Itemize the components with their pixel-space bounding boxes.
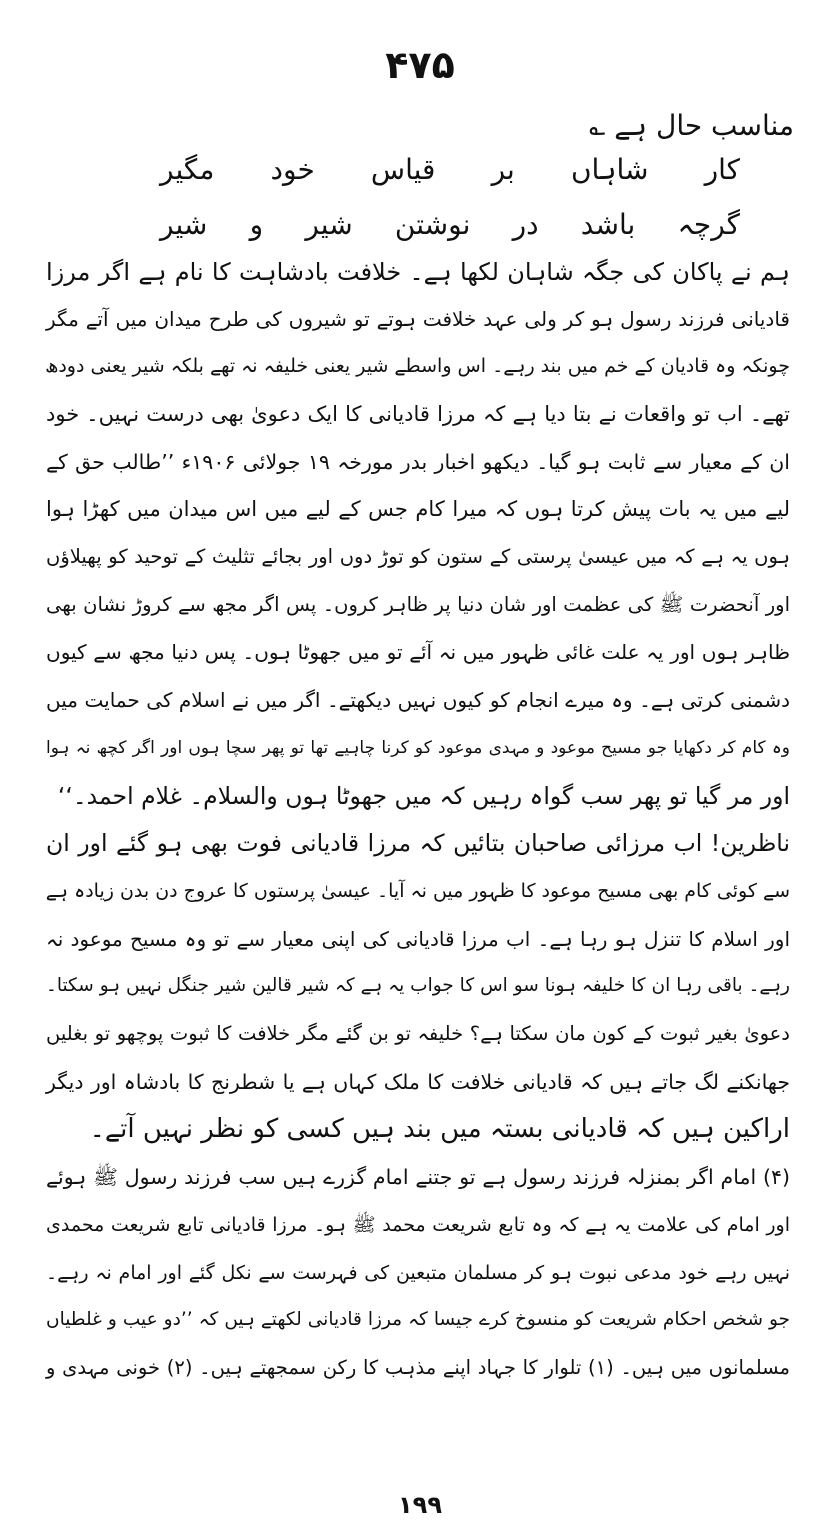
text-line: رہے۔ باقی رہا ان کا خلیفہ ہونا سو اس کا جواب یہ ہے کہ شیر قالین شیر جنگل نہیں ہو سکتا۔ <box>46 975 790 996</box>
text-line: ناظرین! اب مرزائی صاحبان بتائیں کہ مرزا قادیانی فوت بھی ہو گئے اور ان <box>46 829 790 857</box>
text-line: چونکہ وہ قادیان کے خم میں بند رہے۔ اس واسطے شیر یعنی خلیفہ نہ تھے بلکہ شیر یعنی دودھ <box>45 355 790 377</box>
text-line: ہم نے پاکان کی جگہ شاہان لکھا ہے۔ خلافت بادشاہت کا نام ہے اگر مرزا <box>46 258 790 286</box>
intro-line: مناسب حال ہے ؎ <box>588 109 794 142</box>
text-line: سے کوئی کام بھی مسیح موعود کا ظہور میں نہ آیا۔ عیسیٰ پرستوں کا عروج دن بدن زیادہ ہے <box>45 880 790 902</box>
text-line: ان کے معیار سے ثابت ہو گیا۔ دیکھو اخبار بدر مورخہ ۱۹ جولائی ۱۹۰۶ء ’’طالب حق کے <box>46 450 790 474</box>
text-line: اور مر گیا تو پھر سب گواہ رہیں کہ میں جھوٹا ہوں والسلام۔ غلام احمد۔‘‘ <box>57 782 790 810</box>
text-line: ہوں یہ ہے کہ میں عیسیٰ پرستی کے ستون کو توڑ دوں اور بجائے تثلیث کے توحید کو پھیلاؤں <box>46 545 790 568</box>
text-line: ظاہر ہوں اور یہ علت غائی ظہور میں نہ آئے تو میں جھوٹا ہوں۔ پس دنیا مجھ سے کیوں <box>46 640 790 664</box>
verse-line: گرچہ باشد در نوشتن شیر و شیر <box>160 208 740 241</box>
text-line: (۴) امام اگر بمنزلہ فرزند رسول ہے تو جتنے امام گزرے ہیں سب فرزند رسول ﷺ ہوئے <box>46 1165 790 1189</box>
text-line: دشمنی کرتی ہے۔ وہ میرے انجام کو کیوں نہیں دیکھتے۔ اگر میں نے اسلام کی حمایت میں <box>46 688 790 712</box>
text-line: وہ کام کر دکھایا جو مسیح موعود و مہدی موعود کو کرنا چاہیے تھا تو پھر سچا ہوں اور اگر کچھ نہ ہوا <box>46 738 790 758</box>
text-line: جھانکنے لگ جاتے ہیں کہ قادیانی خلافت کا ملک کہاں ہے یا شطرنج کا بادشاہ اور دیگر <box>46 1070 790 1094</box>
text-line: قادیانی فرزند رسول ہو کر ولی عہد خلافت ہوتے تو شیروں کی طرح میدان میں آتے مگر <box>46 307 790 331</box>
verse-line: کار شاہاں بر قیاس خود مگیر <box>160 153 740 186</box>
text-line: تھے۔ اب تو واقعات نے بتا دیا ہے کہ مرزا قادیانی کا ایک دعویٰ بھی درست نہیں۔ خود <box>46 402 790 426</box>
page-number-top: ۴۷۵ <box>385 43 455 87</box>
text-line: لیے میں یہ بات پیش کرتا ہوں کہ میرا کام جس کے لیے میں اس میدان میں کھڑا ہوا <box>46 497 790 521</box>
text-line: اراکین ہیں کہ قادیانی بستہ میں بند ہیں کسی کو نظر نہیں آتے۔ <box>89 1114 790 1144</box>
text-line: اور آنحضرت ﷺ کی عظمت اور شان دنیا پر ظاہر کروں۔ پس اگر مجھ سے کروڑ نشان بھی <box>46 593 790 616</box>
text-line: نہیں رہے خود مدعی نبوت ہو کر مسلمان متبعین کی فہرست سے نکل گئے اور امام نہ رہے۔ <box>46 1262 790 1284</box>
text-line: مسلمانوں میں ہیں۔ (۱) تلوار کا جہاد اپنے مذہب کا رکن سمجھتے ہیں۔ (۲) خونی مہدی و <box>46 1356 790 1379</box>
text-line: دعویٰ بغیر ثبوت کے کون مان سکتا ہے؟ خلیفہ تو بن گئے مگر خلافت کا ثبوت پوچھو تو بغلیں <box>46 1022 790 1045</box>
text-line: جو شخص احکام شریعت کو منسوخ کرے جیسا کہ مرزا قادیانی لکھتے ہیں کہ ’’دو عیب و غلطیاں <box>46 1309 790 1330</box>
text-line: اور امام کی علامت یہ ہے کہ وہ تابع شریعت محمد ﷺ ہو۔ مرزا قادیانی تابع شریعت محمدی <box>46 1214 790 1236</box>
text-line: اور اسلام کا تنزل ہو رہا ہے۔ اب مرزا قادیانی کی اپنی معیار سے تو وہ مسیح موعود نہ <box>46 927 790 951</box>
page-number-bottom: ۱۹۹ <box>398 1491 442 1519</box>
